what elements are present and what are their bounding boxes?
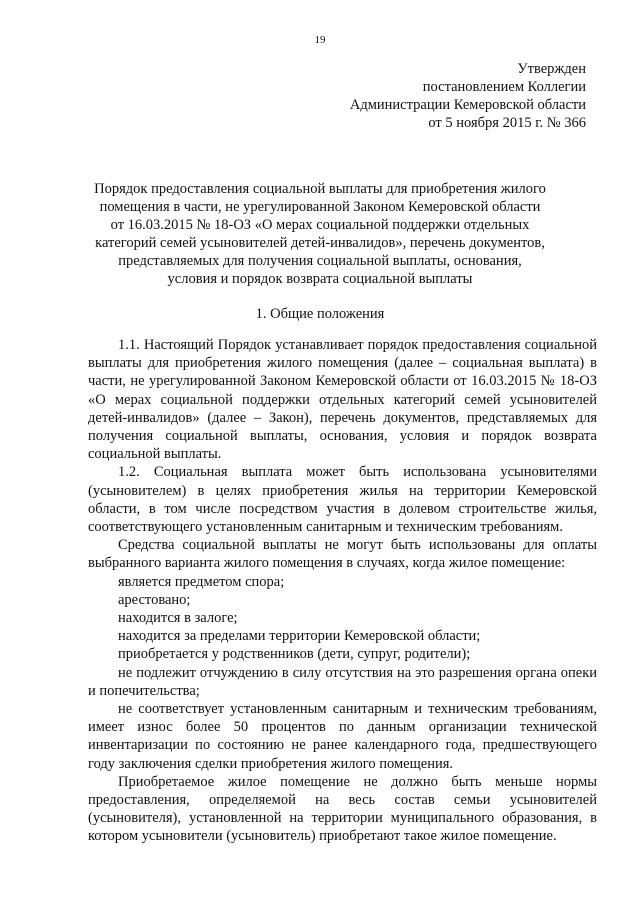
approval-line: Администрации Кемеровской области	[349, 97, 586, 113]
approval-line: от 5 ноября 2015 г. № 366	[428, 115, 586, 131]
title-line: представляемых для получения социальной выплаты, основания,	[118, 253, 522, 269]
title-line: категорий семей усыновителей детей-инвалидов», перечень документов,	[95, 235, 545, 251]
list-item: находится в залоге;	[118, 610, 238, 627]
section-heading: 1. Общие положения	[255, 306, 385, 322]
list-item: не подлежит отчуждению в силу отсутствия на это разрешения органа опеки и попечительства;	[88, 664, 597, 699]
list-item: не соответствует установленным санитарным и техническим требованиям, имеет износ более 50 процентов по данным организации технической инвентаризации по состоянию не ранее календарного года, предшествующего году заключения сделки приобретения жилого помещения.	[88, 701, 597, 772]
title-line: помещения в части, не урегулированной Законом Кемеровской области	[99, 199, 541, 215]
approval-stamp-block	[350, 60, 586, 132]
approval-line: постановлением Коллегии	[422, 79, 586, 95]
page-number: 19	[314, 34, 326, 46]
title-line: от 16.03.2015 № 18-ОЗ «О мерах социальной поддержки отдельных	[110, 217, 530, 233]
document-title	[90, 180, 550, 288]
list-item: является предметом спора;	[118, 573, 285, 590]
list-item: приобретается у родственников (дети, супруг, родители);	[118, 646, 471, 663]
list-item: арестовано;	[118, 591, 191, 608]
paragraph-1-1: 1.1. Настоящий Порядок устанавливает порядок предоставления социальной выплаты для приобретения жилого помещения (далее – социальная выплата) в части, не урегулированной Законом Кемеровской области от 16.03.2015 № 18-ОЗ «О мерах социальной поддержки отдельных категорий семей усыновителей детей-инвалидов» (далее – Закон), перечень документов, представляемых для получения социальной выплаты, основания, условия и порядок возврата социальной выплаты.	[88, 337, 597, 463]
paragraph-norm: Приобретаемое жилое помещение не должно быть меньше нормы предоставления, определяемой на весь состав семьи усыновителей (усыновителя), установленной на территории муниципального образования, в котором усыновители (усыновитель) приобретают такое жилое помещение.	[88, 773, 597, 845]
title-line: Порядок предоставления социальной выплаты для приобретения жилого	[94, 181, 546, 197]
approval-line: Утвержден	[517, 61, 586, 77]
title-line: условия и порядок возврата социальной выплаты	[167, 271, 473, 287]
paragraph-1-2: 1.2. Социальная выплата может быть использована усыновителями (усыновителем) в целях приобретения жилья на территории Кемеровской области, в том числе посредством участия в долевом строительстве жилья, соответствующего установленным санитарным и техническим требованиям.	[88, 464, 597, 536]
list-item: находится за пределами территории Кемеровской области;	[118, 628, 481, 645]
paragraph-funds: Средства социальной выплаты не могут быть использованы для оплаты выбранного варианта жилого помещения в случаях, когда жилое помещение:	[88, 537, 597, 572]
document-body	[88, 336, 597, 846]
